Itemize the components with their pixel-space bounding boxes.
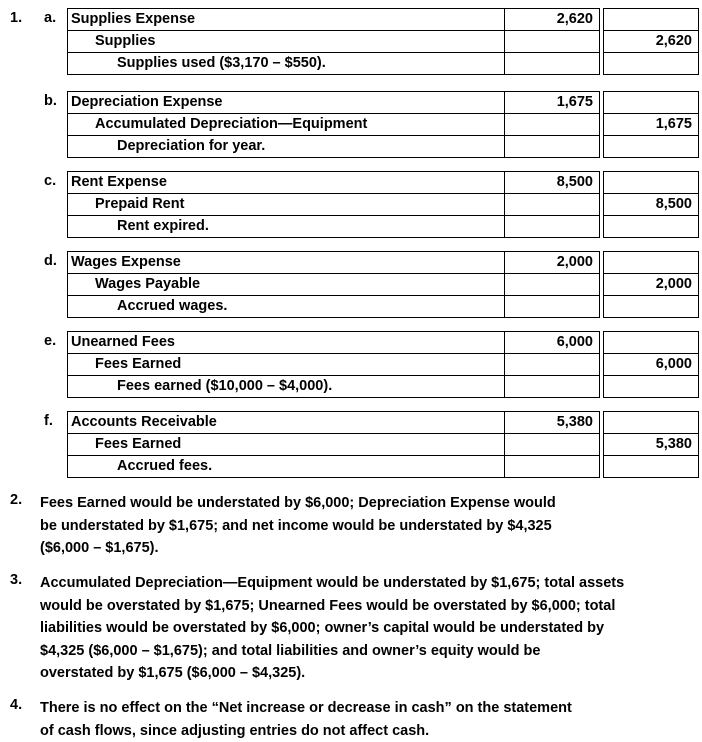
credit-account: Prepaid Rent: [95, 196, 185, 212]
question-number-1: 1.: [10, 10, 23, 26]
answer-paragraph-3: [40, 572, 690, 685]
answer-line: $4,325 ($6,000 – $1,675); and total liabilities and owner’s equity would be: [40, 642, 541, 659]
answer-line: ($6,000 – $1,675).: [40, 540, 159, 556]
answer-line: be understated by $1,675; and net income would be understated by $4,325: [40, 517, 552, 534]
credit-amount: 6,000: [604, 354, 699, 376]
entry-letter-a: a.: [44, 10, 57, 26]
entry-explanation: Accrued fees.: [117, 458, 213, 474]
entry-explanation: Accrued wages.: [117, 298, 228, 314]
entry-letter-b: b.: [44, 93, 57, 109]
entry-explanation: Fees earned ($10,000 – $4,000).: [117, 378, 333, 394]
entry-explanation: Depreciation for year.: [117, 138, 266, 154]
credit-amount: 5,380: [604, 434, 699, 456]
answer-line: would be overstated by $1,675; Unearned Fees would be overstated by $6,000; total: [40, 597, 616, 614]
debit-account: Rent Expense: [68, 172, 505, 194]
credit-account: Accumulated Depreciation—Equipment: [95, 116, 368, 132]
debit-account: Wages Expense: [68, 252, 505, 274]
journal-entry-f: [67, 411, 699, 478]
credit-account: Supplies: [95, 33, 156, 49]
credit-account: Fees Earned: [95, 436, 182, 452]
answer-line: overstated by $1,675 ($6,000 – $4,325).: [40, 665, 306, 681]
credit-account: Fees Earned: [95, 356, 182, 372]
question-number-3: 3.: [10, 572, 23, 588]
answer-line: There is no effect on the “Net increase or decrease in cash” on the statement: [40, 700, 572, 716]
debit-amount: 8,500: [505, 172, 600, 194]
journal-entry-e: [67, 331, 699, 398]
credit-amount: 2,620: [604, 31, 699, 53]
debit-amount: 6,000: [505, 332, 600, 354]
debit-account: Depreciation Expense: [68, 92, 505, 114]
debit-amount: 2,620: [505, 9, 600, 31]
question-number-2: 2.: [10, 492, 23, 508]
entry-letter-e: e.: [44, 333, 57, 349]
debit-amount: 5,380: [505, 412, 600, 434]
answer-paragraph-2: [40, 492, 690, 560]
debit-account: Supplies Expense: [68, 9, 505, 31]
question-number-4: 4.: [10, 697, 23, 713]
entry-letter-c: c.: [44, 173, 57, 189]
journal-entry-c: [67, 171, 699, 238]
debit-amount: 2,000: [505, 252, 600, 274]
debit-amount: 1,675: [505, 92, 600, 114]
journal-entry-a: [67, 8, 699, 75]
credit-amount: 2,000: [604, 274, 699, 296]
entry-letter-f: f.: [44, 413, 53, 429]
entry-letter-d: d.: [44, 253, 57, 269]
entry-explanation: Supplies used ($3,170 – $550).: [117, 55, 326, 71]
answer-paragraph-4: [40, 697, 690, 742]
answer-line: Accumulated Depreciation—Equipment would be understated by $1,675; total assets: [40, 575, 625, 591]
debit-account: Accounts Receivable: [68, 412, 505, 434]
debit-account: Unearned Fees: [68, 332, 505, 354]
credit-amount: 1,675: [604, 114, 699, 136]
credit-account: Wages Payable: [95, 276, 201, 292]
answer-line: Fees Earned would be understated by $6,000; Depreciation Expense would: [40, 495, 556, 511]
entry-explanation: Rent expired.: [117, 218, 209, 234]
answer-line: liabilities would be overstated by $6,000; owner’s capital would be understated by: [40, 620, 605, 636]
answer-line: of cash flows, since adjusting entries do not affect cash.: [40, 722, 430, 739]
journal-entry-b: [67, 91, 699, 158]
credit-amount: 8,500: [604, 194, 699, 216]
journal-entry-d: [67, 251, 699, 318]
